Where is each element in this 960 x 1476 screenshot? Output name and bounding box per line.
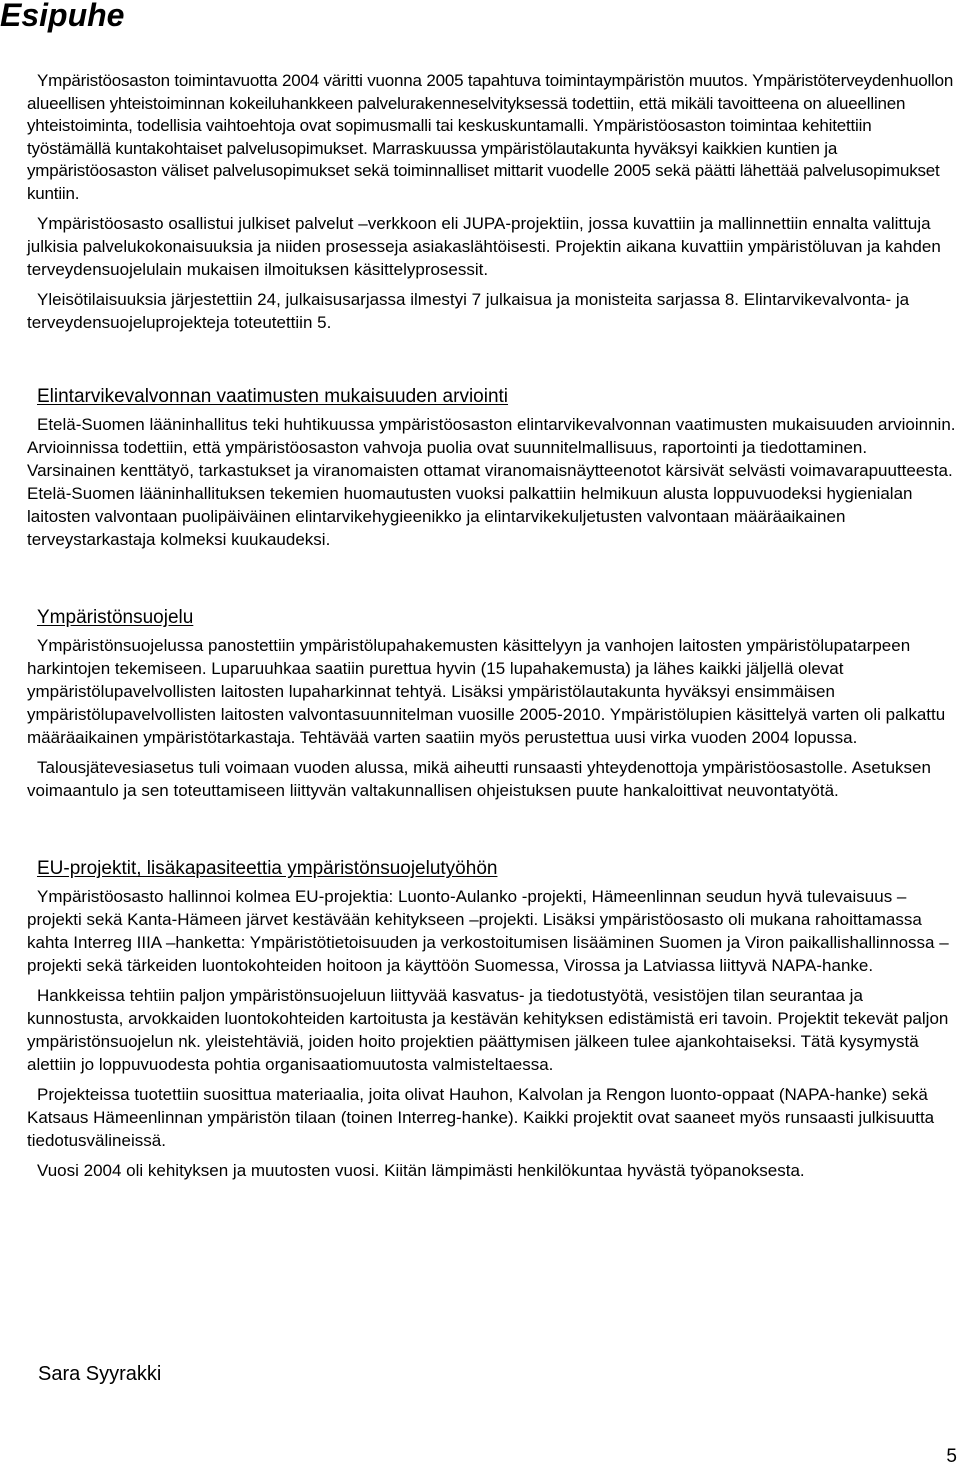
page-title: Esipuhe bbox=[0, 0, 125, 33]
section-heading-eu-projektit: EU-projektit, lisäkapasiteettia ympäristönsuojelutyöhön bbox=[37, 858, 498, 879]
section-heading-elintarvikevalvonta: Elintarvikevalvonnan vaatimusten mukaisuuden arviointi bbox=[37, 386, 509, 407]
section-paragraph: Ympäristönsuojelussa panostettiin ympäristölupahakemusten käsittelyyn ja vanhojen laitosten ympäristölupatarpeen harkintojen tekemiseen. Luparuuhkaa saatiin purettua hyvin (15 lupahakemusta) ja lähes kaikki jäljellä olevat ympäristölupavelvollisten laitosten lupaharkinnat tehtyä. Lisäksi ympäristölautakunta hyväksyi ensimmäisen ympäristölupavelvollisten laitosten valvontasuunnitelman vuosille 2005-2010. Ympäristölupien käsittelyä varten oli palkattu määräaikainen ympäristötarkastaja. Tehtävää varten saatiin myös perustettua uusi virka vuoden 2004 lopussa. bbox=[27, 636, 946, 747]
intro-paragraph: Yleisötilaisuuksia järjestettiin 24, julkaisusarjassa ilmestyi 7 julkaisua ja monisteita sarjassa 8. Elintarvikevalvonta- ja terveydensuojeluprojekteja toteutettiin 5. bbox=[27, 290, 910, 332]
document-body bbox=[27, 70, 957, 1189]
section-paragraph: Projekteissa tuotettiin suosittua materiaalia, joita olivat Hauhon, Kalvolan ja Rengon luonto-oppaat (NAPA-hanke) sekä Katsaus Hämeenlinnan ympäristön tilaan (toinen Interreg-hanke). Kaikki projektit ovat saaneet myös runsaasti julkisuutta tiedotusvälineissä. bbox=[27, 1085, 935, 1150]
section-paragraph: Hankkeissa tehtiin paljon ympäristönsuojeluun liittyvää kasvatus- ja tiedotustyötä, vesistöjen tilan seurantaa ja kunnostusta, arvokkaiden luontokohteiden kartoitusta ja kestävän kehityksen edistämistä eri tavoin. Projektit tekevät paljon ympäristönsuojelun nk. yleistehtäviä, joiden hoito projektien päättymisen jälkeen tulee ajankohtaiseksi. Tätä kysymystä alettiin jo loppuvuodesta pohtia organisaatiomuutosta valmisteltaessa. bbox=[27, 986, 949, 1074]
page-number: 5 bbox=[946, 1446, 957, 1467]
section-paragraph: Ympäristöosasto hallinnoi kolmea EU-projektia: Luonto-Aulanko -projekti, Hämeenlinnan seudun hyvä tulevaisuus –projekti sekä Kanta-Hämeen järvet kestävään kehitykseen –projekti. Lisäksi ympäristöosasto oli mukana rahoittamassa kahta Interreg IIIA –hanketta: Ympäristötietoisuuden ja verkostoitumisen lisääminen Suomen ja Viron paikallishallinnossa –projekti sekä tärkeiden luontokohteiden hoitoon ja käyttöön Suomessa, Virossa ja Latviassa liittyvä NAPA-hanke. bbox=[27, 887, 949, 975]
section-paragraph: Talousjätevesiasetus tuli voimaan vuoden alussa, mikä aiheutti runsaasti yhteydenottoja ympäristöosastolle. Asetuksen voimaantulo ja sen toteuttamiseen liittyvän valtakunnallisen ohjeistuksen puute hankaloittivat neuvontatyötä. bbox=[27, 758, 931, 800]
intro-paragraph: Ympäristöosasto osallistui julkiset palvelut –verkkoon eli JUPA-projektiin, jossa kuvattiin ja mallinnettiin ennalta valittuja julkisia palvelukokonaisuuksia ja niiden prosesseja asiakaslähtöisesti. Projektin aikana kuvattiin ympäristöluvan ja kahden terveydensuojelulain mukaisen ilmoituksen käsittelyprosessit. bbox=[27, 214, 941, 279]
section-heading-ymparistonsuojelu: Ympäristönsuojelu bbox=[37, 607, 194, 628]
intro-paragraph: Ympäristöosaston toimintavuotta 2004 väritti vuonna 2005 tapahtuva toimintaympäristön muutos. Ympäristöterveydenhuollon alueellisen yhteistoiminnan kokeiluhankkeen palvelurakenneselvityksessä todettiin, että mikäli tavoitteena on alueellinen yhteistoiminta, todellisia vaihtoehtoja ovat sopimusmalli tai keskuskuntamalli. Ympäristöosaston toimintaa kehitettiin työstämällä kuntakohtaiset palvelusopimukset. Marraskuussa ympäristölautakunta hyväksyi kaikkien kuntien ja ympäristöosaston väliset palvelusopimukset sekä toiminnalliset mittarit vuodelle 2005 sekä päätti lähettää palvelusopimukset kuntiin. bbox=[27, 71, 954, 203]
section-paragraph: Vuosi 2004 oli kehityksen ja muutosten vuosi. Kiitän lämpimästi henkilökuntaa hyvästä työpanoksesta. bbox=[37, 1161, 805, 1180]
section-paragraph: Etelä-Suomen lääninhallitus teki huhtikuussa ympäristöosaston elintarvikevalvonnan vaatimusten mukaisuuden arvioinnin. Arvioinnissa todettiin, että ympäristöosaston vahvoja puolia ovat suunnitelmallisuus, raportointi ja tiedottaminen. Varsinainen kenttätyö, tarkastukset ja viranomaisten ottamat viranomaisnäytteenotot kärsivät selvästi voimavarapuutteesta. Etelä-Suomen lääninhallituksen tekemien huomautusten vuoksi palkattiin helmikuun alusta loppuvuodeksi hygienialan laitosten valvontaan puolipäiväinen elintarvikehygieenikko ja elintarvikekuljetusten valvontaan määräaikainen terveystarkastaja kolmeksi kuukaudeksi. bbox=[27, 415, 956, 549]
signature: Sara Syyrakki bbox=[38, 1363, 162, 1385]
